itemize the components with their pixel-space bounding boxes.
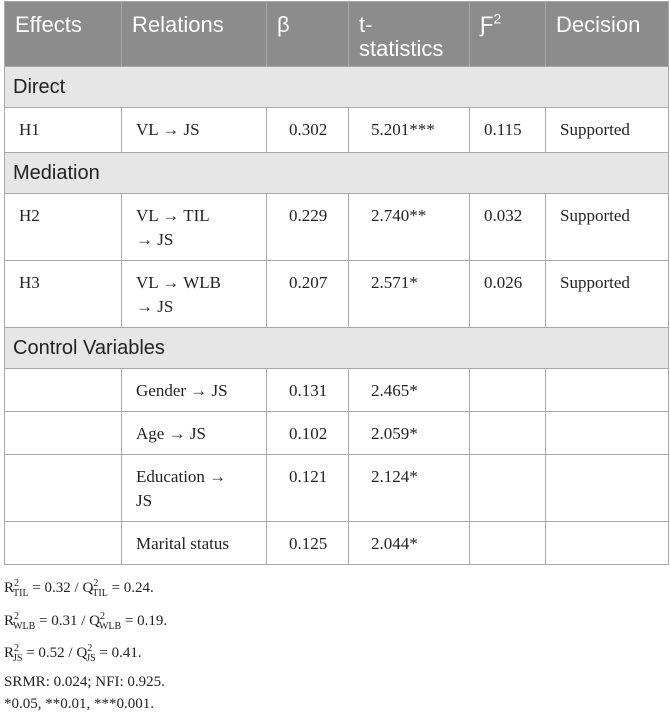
cell-f-squared: [470, 522, 546, 565]
cell-effect: [5, 369, 122, 412]
cell-f-squared: [470, 412, 546, 455]
cell-effect: H3: [5, 261, 122, 328]
cell-relation: Gender → JS: [122, 369, 267, 412]
cell-relation: VL → JS: [122, 108, 267, 153]
footnote-r2-js: $R^2_{JS} = 0.52 / Q^2_{JS} = 0.41$.: [4, 643, 142, 664]
hypothesis-results-table: [4, 1, 669, 565]
header-relations: Relations: [122, 2, 267, 67]
table-row: [5, 194, 669, 261]
cell-t-statistic: 2.740**: [349, 194, 470, 261]
cell-f-squared: 0.032: [470, 194, 546, 261]
table-row: [5, 369, 669, 412]
table-row: [5, 455, 669, 522]
cell-relation: VL → WLB → JS: [122, 261, 267, 328]
cell-beta: 0.302: [267, 108, 349, 153]
cell-t-statistic: 2.044*: [349, 522, 470, 565]
section-row-control-variables: [5, 328, 669, 369]
cell-beta: 0.131: [267, 369, 349, 412]
table-footnotes: [4, 573, 668, 716]
cell-decision: [546, 369, 669, 412]
cell-effect: H1: [5, 108, 122, 153]
cell-relation: Age → JS: [122, 412, 267, 455]
section-row-mediation: [5, 153, 669, 194]
cell-effect: [5, 522, 122, 565]
footnote-r2-wlb: $R^2_{WLB} = 0.31 / Q^2_{WLB} = 0.19$.: [4, 610, 168, 632]
cell-t-statistic: 2.124*: [349, 455, 470, 522]
cell-beta: 0.121: [267, 455, 349, 522]
header-beta: β: [267, 2, 349, 67]
cell-effect: [5, 412, 122, 455]
cell-relation: VL → TIL → JS: [122, 194, 267, 261]
cell-decision: [546, 412, 669, 455]
cell-decision: Supported: [546, 108, 669, 153]
f-squared-symbol: Ƒ: [480, 12, 494, 37]
footnote-r2-til: $R^2_{TIL} = 0.32 / Q^2_{TIL} = 0.24$.: [4, 578, 154, 599]
cell-beta: 0.102: [267, 412, 349, 455]
section-label-mediation: Mediation: [5, 153, 669, 194]
section-label-control-variables: Control Variables: [5, 328, 669, 369]
cell-f-squared: [470, 369, 546, 412]
header-decision: Decision: [546, 2, 669, 67]
header-effects: Effects: [5, 2, 122, 67]
cell-t-statistic: 2.571*: [349, 261, 470, 328]
cell-t-statistic: 2.465*: [349, 369, 470, 412]
cell-t-statistic: 5.201***: [349, 108, 470, 153]
section-label-direct: Direct: [5, 67, 669, 108]
section-row-direct: [5, 67, 669, 108]
cell-f-squared: 0.026: [470, 261, 546, 328]
cell-decision: [546, 455, 669, 522]
footnote-fit-indices: SRMR: 0.024; NFI: 0.925.: [4, 673, 165, 690]
results-table-container: [4, 1, 668, 716]
cell-relation: Marital status: [122, 522, 267, 565]
cell-f-squared: [470, 455, 546, 522]
table-row: [5, 261, 669, 328]
cell-effect: [5, 455, 122, 522]
header-f-squared: [470, 2, 546, 67]
cell-decision: [546, 522, 669, 565]
cell-t-statistic: 2.059*: [349, 412, 470, 455]
cell-relation: Education → JS: [122, 455, 267, 522]
table-row: [5, 412, 669, 455]
cell-decision: Supported: [546, 194, 669, 261]
cell-beta: 0.125: [267, 522, 349, 565]
table-row: [5, 522, 669, 565]
footnote-significance: *0.05, **0.01, ***0.001.: [4, 696, 154, 712]
cell-decision: Supported: [546, 261, 669, 328]
header-row: [5, 2, 669, 67]
cell-effect: H2: [5, 194, 122, 261]
f-squared-exponent: 2: [493, 10, 502, 27]
header-t-statistics: t- statistics: [349, 2, 470, 67]
cell-f-squared: 0.115: [470, 108, 546, 153]
table-row: [5, 108, 669, 153]
cell-beta: 0.207: [267, 261, 349, 328]
cell-beta: 0.229: [267, 194, 349, 261]
